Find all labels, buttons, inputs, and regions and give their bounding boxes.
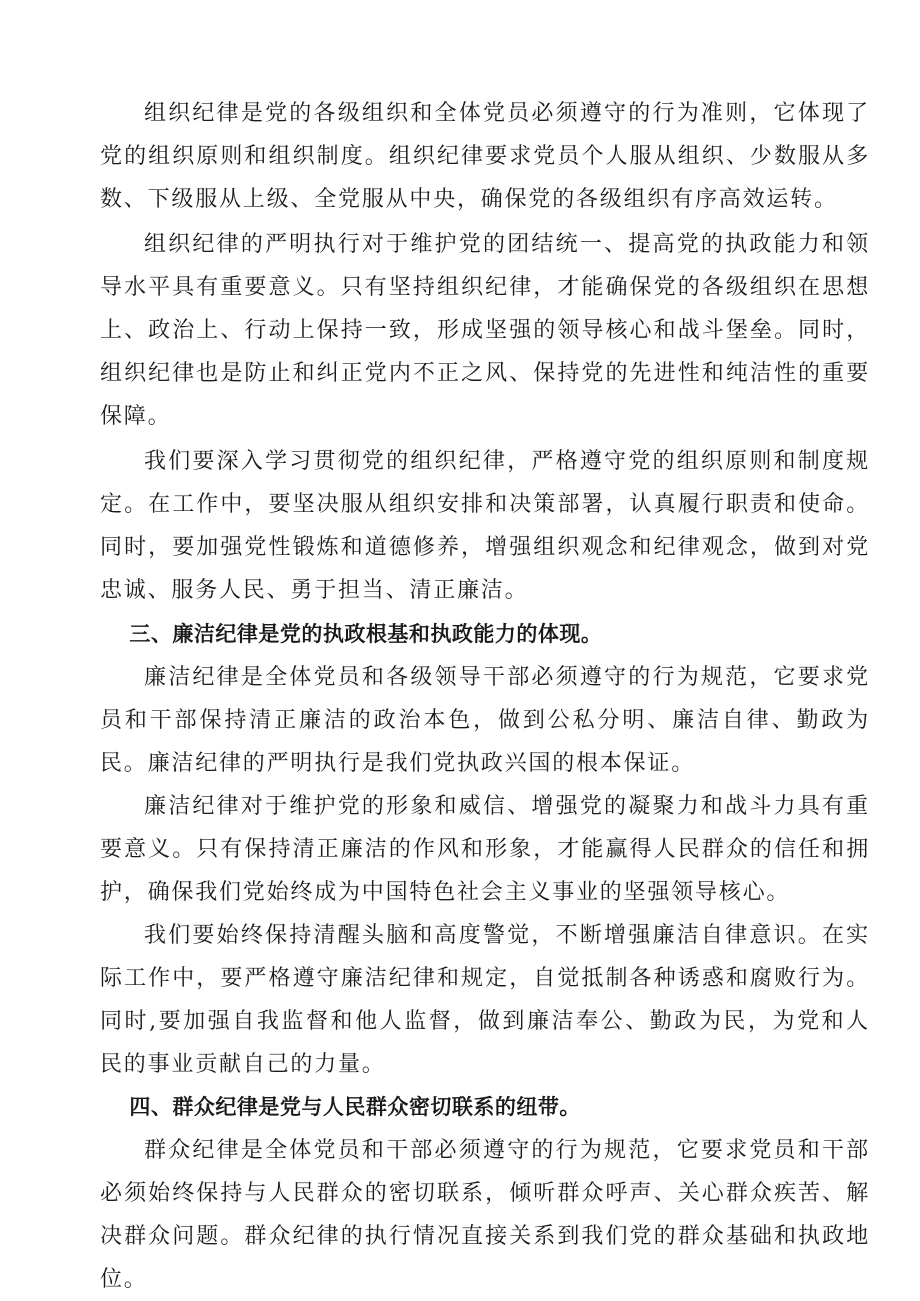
paragraph-integrity-discipline-3: 我们要始终保持清醒头脑和高度警觉，不断增强廉洁自律意识。在实际工作中，要严格遵守廉洁纪律和规定，自觉抵制各种诱惑和腐败行为。同时,要加强自我监督和他人监督，做到廉洁奉公、勤政为民，为党和人民的事业贡献自己的力量。 bbox=[100, 923, 870, 1077]
paragraph-organizational-discipline-1: 组织纪律是党的各级组织和全体党员必须遵守的行为准则，它体现了党的组织原则和组织制度。组织纪律要求党员个人服从组织、少数服从多数、下级服从上级、全党服从中央，确保党的各级组织有序高效运转。 bbox=[100, 101, 870, 212]
section-heading-integrity-discipline: 三、廉洁纪律是党的执政根基和执政能力的体现。 bbox=[129, 622, 603, 646]
paragraph-integrity-discipline-1: 廉洁纪律是全体党员和各级领导干部必须遵守的行为规范，它要求党员和干部保持清正廉洁的政治本色，做到公私分明、廉洁自律、勤政为民。廉洁纪律的严明执行是我们党执政兴国的根本保证。 bbox=[100, 665, 870, 776]
paragraph-mass-discipline-1: 群众纪律是全体党员和干部必须遵守的行为规范，它要求党员和干部必须始终保持与人民群众的密切联系，倾听群众呼声、关心群众疾苦、解决群众问题。群众纪律的执行情况直接关系到我们党的群众基础和执政地位。 bbox=[100, 1138, 870, 1292]
paragraph-organizational-discipline-2: 组织纪律的严明执行对于维护党的团结统一、提高党的执政能力和领导水平具有重要意义。只有坚持组织纪律，才能确保党的各级组织在思想上、政治上、行动上保持一致，形成坚强的领导核心和战斗堡垒。同时，组织纪律也是防止和纠正党内不正之风、保持党的先进性和纯洁性的重要保障。 bbox=[100, 232, 870, 429]
section-heading-mass-discipline: 四、群众纪律是党与人民群众密切联系的纽带。 bbox=[129, 1095, 581, 1119]
document-page bbox=[100, 92, 870, 1301]
paragraph-integrity-discipline-2: 廉洁纪律对于维护党的形象和威信、增强党的凝聚力和战斗力具有重要意义。只有保持清正廉洁的作风和形象，才能赢得人民群众的信任和拥护，确保我们党始终成为中国特色社会主义事业的坚强领导核心。 bbox=[100, 794, 870, 905]
paragraph-organizational-discipline-3: 我们要深入学习贯彻党的组织纪律，严格遵守党的组织原则和制度规定。在工作中，要坚决服从组织安排和决策部署，认真履行职责和使命。同时，要加强党性锻炼和道德修养，增强组织观念和纪律观念，做到对党忠诚、服务人民、勇于担当、清正廉洁。 bbox=[100, 449, 870, 603]
